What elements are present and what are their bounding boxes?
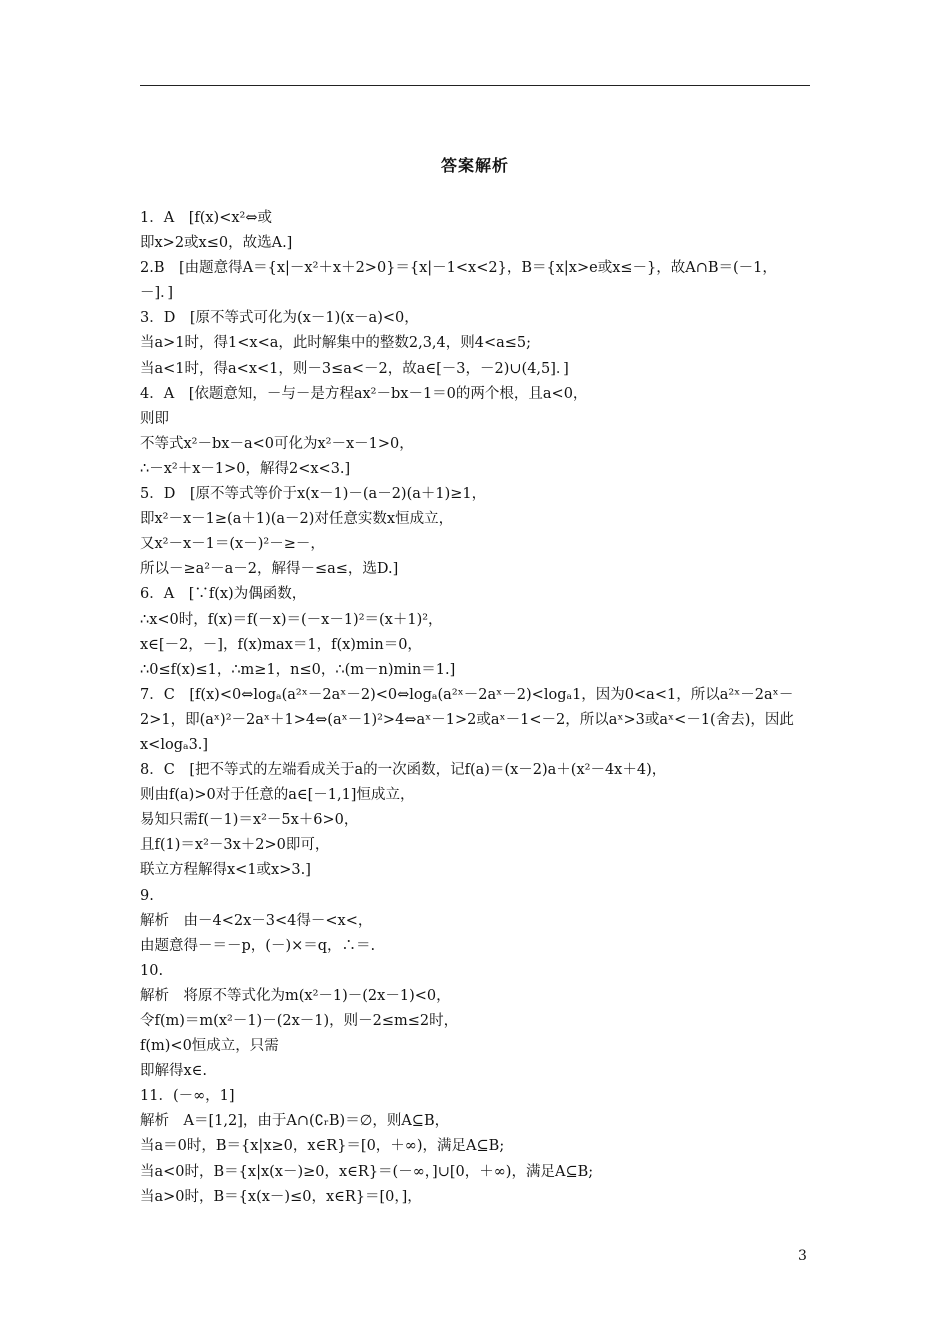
text-line: 所以－≥a²－a－2，解得－≤a≤，选D.]: [140, 561, 399, 578]
page-title: 答案解析: [440, 156, 509, 175]
text-line: ∴x<0时，f(x)＝f(－x)＝(－x－1)²＝(x＋1)²，: [140, 611, 443, 628]
text-line: 10.: [140, 962, 164, 979]
text-line: 6．A [∵f(x)为偶函数，: [140, 586, 307, 603]
text-line: 又x²－x－1＝(x－)²－≥－，: [140, 536, 325, 553]
page-number: 3: [798, 1248, 807, 1264]
text-line: x∈[－2，－]，f(x)max＝1，f(x)min＝0，: [140, 636, 422, 653]
text-line: －]．]: [140, 285, 174, 302]
text-line: 易知只需f(－1)＝x²－5x＋6>0，: [140, 812, 359, 829]
text-line: 即x>2或x≤0，故选A.]: [140, 235, 293, 252]
text-line: 当a<1时，得a<x<1，则－3≤a<－2，故a∈[－3，－2)∪(4,5]．]: [140, 360, 569, 377]
text-line: 8．C [把不等式的左端看成关于a的一次函数，记f(a)＝(x－2)a＋(x²－4x＋4)，: [140, 762, 667, 779]
text-line: 且f(1)＝x²－3x＋2>0即可，: [140, 837, 330, 854]
text-line: ∴－x²＋x－1>0，解得2<x<3.]: [140, 460, 351, 477]
text-line: 11．(－∞，1]: [140, 1088, 235, 1105]
text-line: 5．D [原不等式等价于x(x－1)－(a－2)(a＋1)≥1，: [140, 486, 487, 503]
text-line: 当a>1时，得1<x<a，此时解集中的整数2,3,4，则4<a≤5;: [140, 335, 532, 352]
text-line: 3．D [原不等式可化为(x－1)(x－a)<0，: [140, 310, 419, 327]
text-line: 则由f(a)>0对于任意的a∈[－1,1]恒成立，: [140, 787, 415, 804]
text-line: 当a<0时，B＝{x|x(x－)≥0，x∈R}＝(－∞，]∪[0，＋∞)，满足A⊆B;: [140, 1163, 594, 1180]
text-line: 解析 将原不等式化为m(x²－1)－(2x－1)<0，: [140, 987, 451, 1004]
text-line: 令f(m)＝m(x²－1)－(2x－1)，则－2≤m≤2时，: [140, 1013, 459, 1029]
text-line: 则即: [140, 410, 169, 427]
text-line: 当a＝0时，B＝{x|x≥0，x∈R}＝[0，＋∞)，满足A⊆B;: [140, 1138, 505, 1155]
text-line: ∴0≤f(x)≤1，∴m≥1，n≤0，∴(m－n)min＝1.]: [140, 661, 456, 678]
text-line: 2.B [由题意得A＝{x|－x²＋x＋2>0}＝{x|－1<x<2}，B＝{x|x>e或x≤－}，故A∩B＝(－1，: [140, 260, 777, 277]
text-line: 即x²－x－1≥(a＋1)(a－2)对任意实数x恒成立，: [140, 511, 454, 528]
text-line: f(m)<0恒成立，只需: [140, 1038, 279, 1055]
text-line: 当a>0时，B＝{x(x－)≤0，x∈R}＝[0，]，: [140, 1188, 422, 1205]
text-line: 即解得x∈.: [140, 1063, 208, 1080]
text-line: 解析 A＝[1,2]，由于A∩(∁ᵣB)＝∅，则A⊆B，: [140, 1113, 450, 1130]
text-line: 7．C [f(x)<0⇔logₐ(a²ˣ－2aˣ－2)<0⇔logₐ(a²ˣ－2aˣ－2)<logₐ1，因为0<a<1，所以a²ˣ－2aˣ－: [140, 686, 794, 703]
text-line: 联立方程解得x<1或x>3.]: [140, 862, 311, 879]
text-line: 由题意得－＝－p，(－)×＝q，∴＝.: [140, 937, 376, 954]
text-line: 1．A [f(x)<x²⇔或: [140, 210, 273, 226]
text-line: 9.: [140, 887, 154, 904]
text-line: 2>1，即(aˣ)²－2aˣ＋1>4⇔(aˣ－1)²>4⇔aˣ－1>2或aˣ－1<－2，所以aˣ>3或aˣ<－1(舍去)，因此: [140, 711, 794, 728]
text-line: 不等式x²－bx－a<0可化为x²－x－1>0，: [140, 435, 414, 452]
text-line: x<logₐ3.]: [140, 736, 209, 753]
answer-body: [140, 206, 812, 1210]
text-line: 解析 由－4<2x－3<4得－<x<，: [140, 912, 373, 929]
text-line: 4．A [依题意知，－与－是方程ax²－bx－1＝0的两个根，且a<0，: [140, 385, 588, 402]
header-rule: [140, 85, 810, 86]
